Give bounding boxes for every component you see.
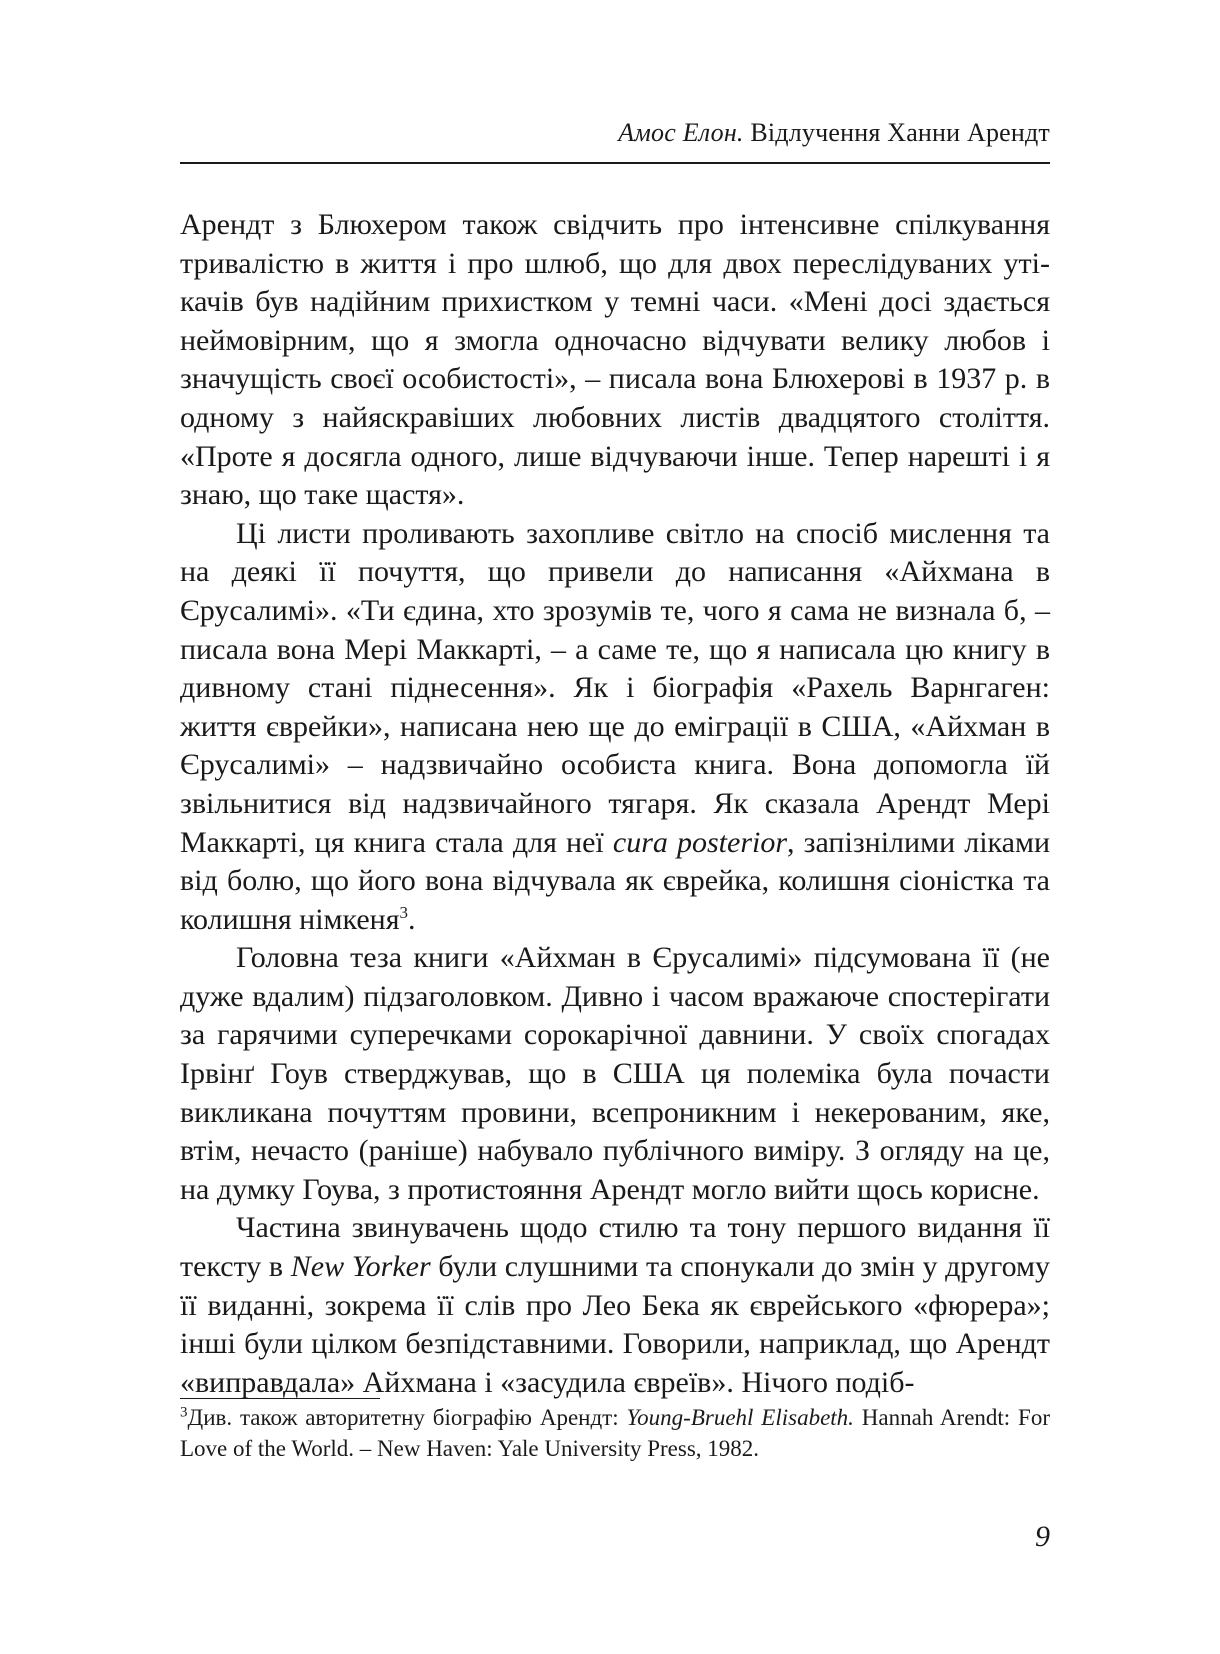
paragraph-3 (180, 939, 1050, 1209)
footnote-text-a: Див. також авторитетну біографію Арендт: (187, 1405, 619, 1430)
paragraph-1-text: Арендт з Блюхером також свідчить про інтенсивне спілкування тривалістю в життя і про шлюб, що для двох переслідуваних утікачів був надійним прихистком у темні часи. «Мені досі здається неймовірним, що я змогла одночасно відчувати велику любов і значущість своєї особистості», – писала вона Блюхерові в 1937 р. в одному з найяскравіших любовних листів двадцятого століття. «Проте я досягла одного, лише відчуваючи інше. Тепер нарешті і я знаю, що таке щастя». (180, 208, 1050, 512)
paragraph-2-text-b: , запізнілими ліками від болю, що його вона відчувала як єврейка, колишня сіоністка та колишня німкеня (180, 825, 1051, 936)
paragraph-4-italic: New Yorker (290, 1250, 431, 1284)
page-number: 9 (1035, 1520, 1050, 1553)
running-head-author: Амос Елон. (618, 118, 744, 147)
running-head (618, 118, 1050, 148)
footnote-italic: Young-Bruehl Elisabeth. (626, 1405, 854, 1430)
footnote (180, 1402, 1050, 1464)
header-rule (180, 162, 1050, 164)
paragraph-1 (180, 206, 1050, 515)
footnote-number: 3 (180, 1404, 188, 1421)
paragraph-2-text-c: . (408, 902, 416, 936)
footnote-rule (180, 1398, 380, 1399)
paragraph-2 (180, 515, 1050, 940)
paragraph-2-italic: cura posterior (612, 825, 788, 859)
running-head-title: Відлучення Ханни Арендт (750, 118, 1050, 147)
paragraph-4 (180, 1209, 1050, 1402)
paragraph-2-text-a: Ці листи проливають захопливе світло на спосіб мислення та на деякі її почуття, що привели до написання «Айхмана в Єрусалимі». «Ти єдина, хто зрозумів те, чого я сама не визнала б, – писала вона Мері Маккарті, – а саме те, що я написала цю книгу в дивному стані піднесення». Як і біографія «Рахель Варнгаген: життя єврейки», написана нею ще до еміграції в США, «Айхман в Єрусалимі» – надзвичайно особиста книга. Вона допомогла їй звільнитися від надзвичайного тягаря. Як сказала Арендт Мері Маккарті, ця книга стала для неї (180, 516, 1050, 859)
paragraph-4-text-a: Частина звинувачень щодо стилю та тону першого видання її тексту в (180, 1211, 1050, 1284)
footnote-text-b: Hannah Arendt: For Love of the World. – New Haven: Yale University Press, 1982. (180, 1405, 1051, 1461)
footnote-reference[interactable]: 3 (399, 902, 409, 922)
paragraph-4-text-b: були слушними та спонукали до змін у другому її виданні, зокрема її слів про Лео Бека як єврейського «фюрера»; інші були цілком безпідставними. Говорили, наприклад, що Арендт «виправдала» Айхмана і «засудила євреїв». Нічого подіб- (180, 1250, 1051, 1399)
body-text (180, 206, 1050, 1402)
paragraph-3-text: Головна теза книги «Айхман в Єрусалимі» підсумована її (не дуже вдалим) підзаголовком. Дивно і часом вражаюче спостерігати за гарячими суперечками сорокарічної давнини. У своїх спогадах Ірвінґ Гоув стверджував, що в США ця полеміка була почасти викликана почуттям провини, всепроникним і некерованим, яке, втім, нечасто (раніше) набувало публічного виміру. З огляду на це, на думку Гоува, з протистояння Арендт могло вийти щось корисне. (180, 941, 1050, 1206)
